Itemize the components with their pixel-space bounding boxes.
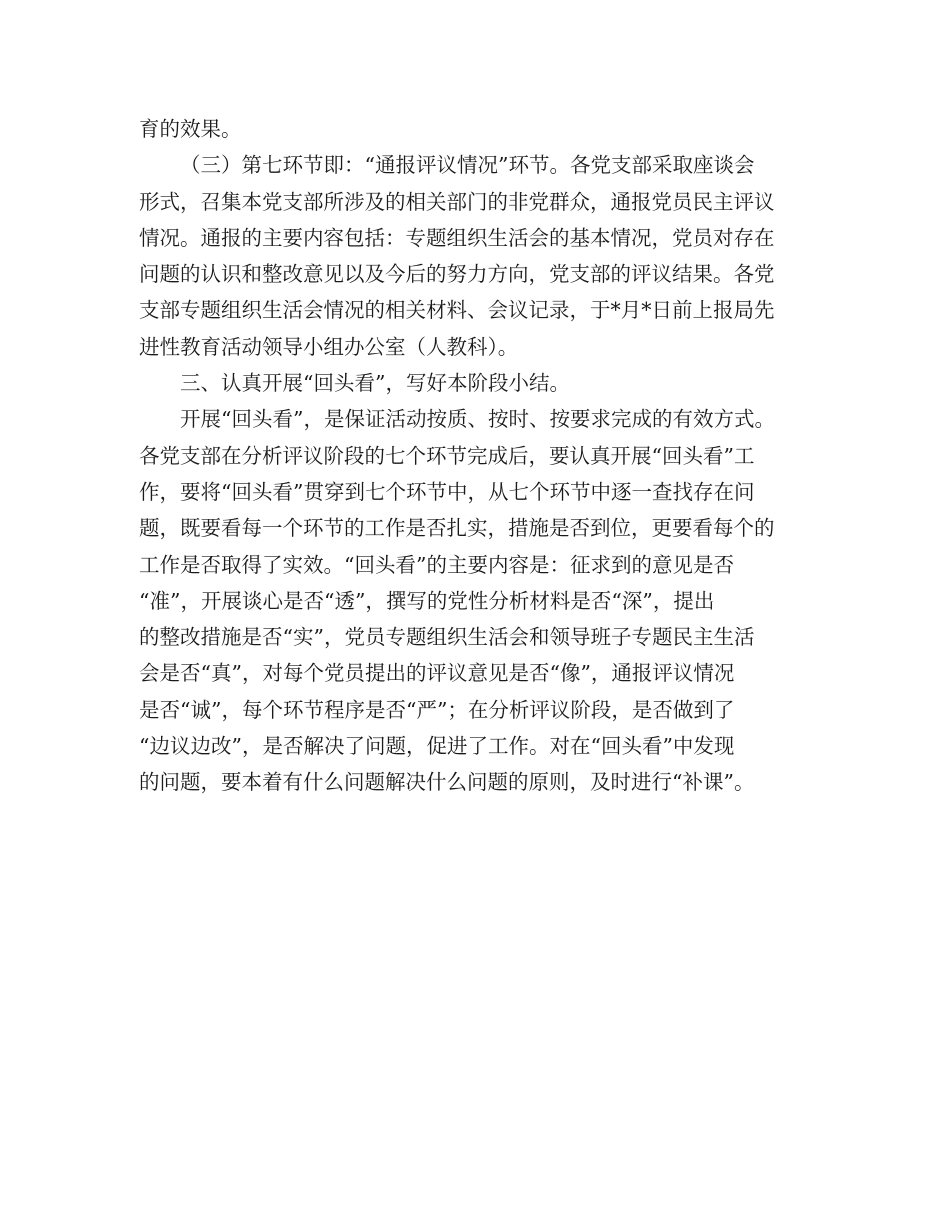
text-line-12: 题，既要看每一个环节的工作是否扎实，措施是否到位，更要看每个的: [139, 516, 775, 541]
text-line-11: 作，要将“回头看”贯穿到七个环节中，从七个环节中逐一查找存在问: [139, 479, 755, 504]
text-line-7: 进性教育活动领导小组办公室（人教科）。: [139, 334, 519, 359]
text-line-15: 的整改措施是否“实”，党员专题组织生活会和领导班子专题民主生活: [139, 625, 755, 650]
text-line-1: 育的效果。: [139, 117, 242, 141]
text-line-5: 问题的认识和整改意见以及今后的努力方向，党支部的评议结果。各党: [139, 262, 775, 287]
text-line-4: 情况。通报的主要内容包括：专题组织生活会的基本情况，党员对存在: [139, 225, 775, 250]
text-line-14: “准”，开展谈心是否“透”，撰写的党性分析材料是否“深”，提出: [139, 588, 715, 613]
text-line-3: 形式，召集本党支部所涉及的相关部门的非党群众，通报党员民主评议: [139, 189, 775, 214]
text-line-16: 会是否“真”，对每个党员提出的评议意见是否“像”，通报评议情况: [139, 661, 735, 686]
text-line-10: 各党支部在分析评议阶段的七个环节完成后，要认真开展“回头看”工: [139, 443, 755, 468]
text-line-13: 工作是否取得了实效。“回头看”的主要内容是：征求到的意见是否: [139, 552, 734, 577]
text-line-17: 是否“诚”，每个环节程序是否“严”；在分析评议阶段，是否做到了: [139, 697, 735, 722]
text-line-6: 支部专题组织生活会情况的相关材料、会议记录，于*月*日前上报局先: [139, 298, 775, 323]
document-body: [139, 111, 819, 801]
text-line-18: “边议边改”，是否解决了问题，促进了工作。对在“回头看”中发现: [139, 734, 735, 759]
text-line-9: 开展“回头看”，是保证活动按质、按时、按要求完成的有效方式。: [180, 407, 775, 432]
section-heading: 三、认真开展“回头看”，写好本阶段小结。: [180, 371, 570, 396]
text-line-19: 的问题，要本着有什么问题解决什么问题的原则，及时进行“补课”。: [139, 770, 755, 795]
text-line-2: （三）第七环节即：“通报评议情况”环节。各党支部采取座谈会: [180, 153, 755, 178]
